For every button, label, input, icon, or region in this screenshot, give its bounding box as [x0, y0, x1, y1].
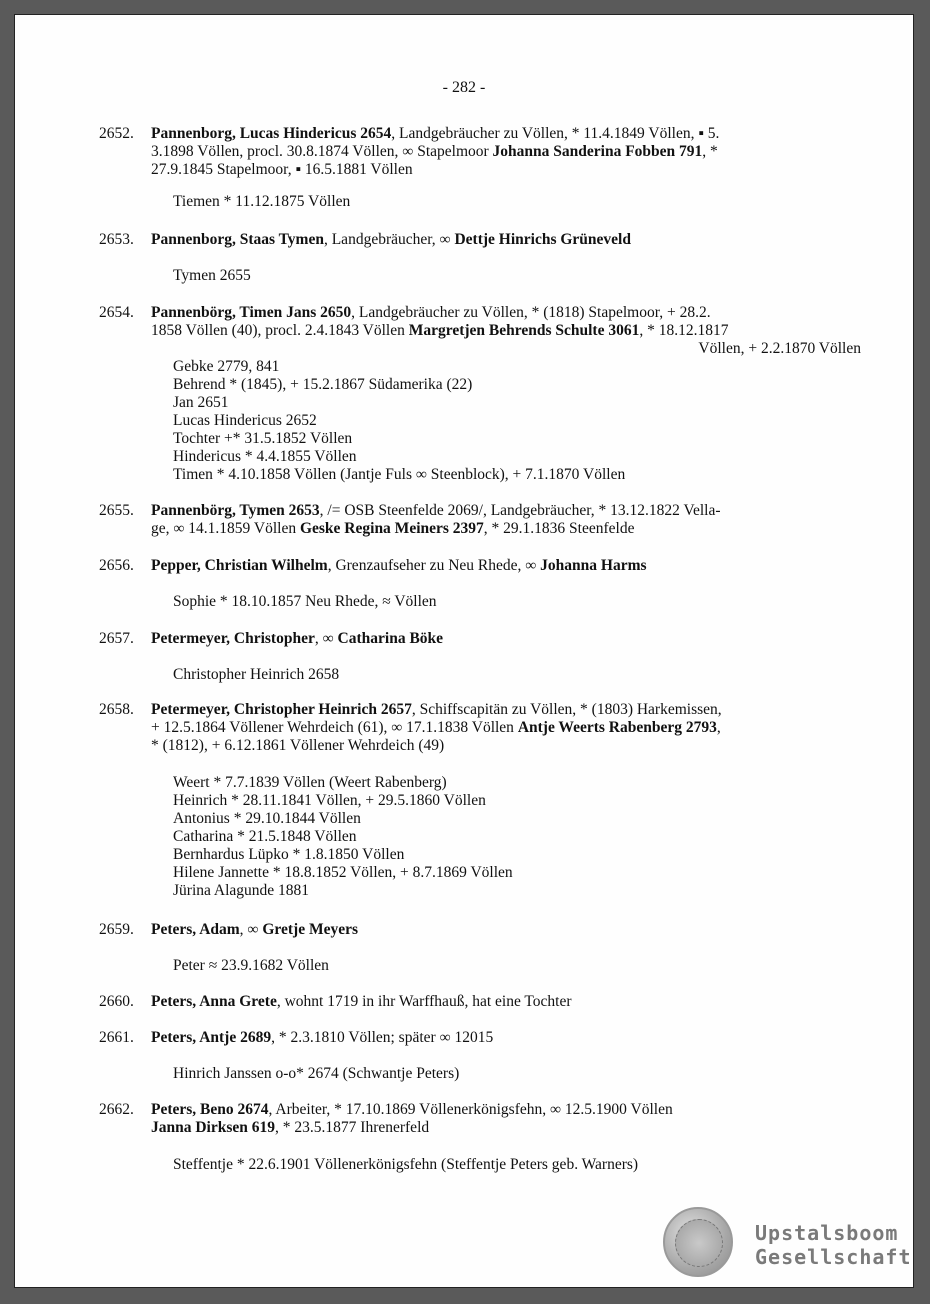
- bold-name: Peters, Antje 2689: [151, 1029, 272, 1046]
- child-item: Weert * 7.7.1839 Völlen (Weert Rabenberg): [173, 774, 447, 791]
- bold-name: Petermeyer, Christopher Heinrich 2657: [151, 701, 412, 718]
- child-item: Sophie * 18.10.1857 Neu Rhede, ≈ Völlen: [173, 593, 437, 610]
- logo-line-1: Upstalsboom: [755, 1221, 899, 1245]
- child-item: Christopher Heinrich 2658: [173, 666, 340, 683]
- entry-line: [151, 143, 861, 161]
- entry-number: 2655.: [99, 502, 134, 519]
- bold-name: Janna Dirksen 619: [151, 1119, 276, 1136]
- text-segment: + 12.5.1864 Völlener Wehrdeich (61), ∞ 17.1.1838 Völlen: [151, 719, 518, 736]
- child-item: Jürina Alagunde 1881: [173, 882, 310, 899]
- child-item: Tiemen * 11.12.1875 Völlen: [173, 193, 351, 210]
- entry-number: 2654.: [99, 304, 134, 321]
- bold-name: Pepper, Christian Wilhelm: [151, 557, 328, 574]
- entry-line: [151, 161, 861, 179]
- entry-number: 2660.: [99, 993, 134, 1010]
- children-list: [173, 593, 437, 611]
- text-segment: , Landgebräucher zu Völlen, * 11.4.1849 Völlen, ▪ 5.: [391, 125, 720, 142]
- children-list: [173, 1065, 459, 1083]
- entry-text: [151, 125, 861, 179]
- child-item: Lucas Hindericus 2652: [173, 412, 317, 429]
- entry-line: [151, 1029, 861, 1047]
- entry-number: 2662.: [99, 1101, 134, 1118]
- entry-line: [151, 304, 861, 322]
- page-number: - 282 -: [442, 79, 486, 96]
- text-segment: , Landgebräucher zu Völlen, * (1818) Stapelmoor, + 28.2.: [351, 304, 711, 321]
- child-item: Tymen 2655: [173, 267, 251, 284]
- child-item: Steffentje * 22.6.1901 Völlenerkönigsfehn (Steffentje Peters geb. Warners): [173, 1156, 639, 1173]
- bold-name: Petermeyer, Christopher: [151, 630, 315, 647]
- text-segment: , *: [702, 143, 718, 160]
- entry-line: [151, 557, 861, 575]
- text-segment: , wohnt 1719 in ihr Warffhauß, hat eine Tochter: [276, 993, 572, 1010]
- children-list: [173, 267, 251, 285]
- child-item: Timen * 4.10.1858 Völlen (Jantje Fuls ∞ Steenblock), + 7.1.1870 Völlen: [173, 466, 626, 483]
- bold-name: Peters, Anna Grete: [151, 993, 277, 1010]
- entry-text: [151, 1029, 861, 1047]
- entry-line: [151, 231, 861, 249]
- entry-number: 2661.: [99, 1029, 134, 1046]
- bold-name: Margretjen Behrends Schulte 3061: [408, 322, 640, 339]
- bold-name: Johanna Sanderina Fobben 791: [492, 143, 703, 160]
- text-segment: , Landgebräucher, ∞: [323, 231, 455, 248]
- child-item: Peter ≈ 23.9.1682 Völlen: [173, 957, 329, 974]
- entry-text: [151, 993, 861, 1011]
- entry-text: [151, 304, 861, 358]
- entry-number: 2652.: [99, 125, 134, 142]
- entry-number: 2658.: [99, 701, 134, 718]
- text-segment: ,: [716, 719, 721, 736]
- bold-name: Pannenbörg, Tymen 2653: [151, 502, 320, 519]
- text-segment: , /= OSB Steenfelde 2069/, Landgebräucher, * 13.12.1822 Vella-: [319, 502, 721, 519]
- children-list: [173, 957, 329, 975]
- text-segment: 1858 Völlen (40), procl. 2.4.1843 Völlen: [151, 322, 409, 339]
- text-segment: , * 29.1.1836 Steenfelde: [483, 520, 635, 537]
- entry-number: 2653.: [99, 231, 134, 248]
- text-segment: , * 23.5.1877 Ihrenerfeld: [275, 1119, 430, 1136]
- bold-name: Johanna Harms: [540, 557, 647, 574]
- logo-text: [755, 1221, 912, 1269]
- bold-name: Peters, Beno 2674: [151, 1101, 269, 1118]
- entry-line: [151, 340, 861, 358]
- entry-line: [151, 719, 861, 737]
- logo-line-2: Gesellschaft: [755, 1245, 912, 1269]
- entry-line: [151, 921, 861, 939]
- bold-name: Peters, Adam: [151, 921, 240, 938]
- entry-text: [151, 701, 861, 755]
- children-list: [173, 193, 350, 211]
- entry-number: 2657.: [99, 630, 134, 647]
- children-list: [173, 1156, 638, 1174]
- entry-line: [151, 1119, 861, 1137]
- bold-name: Antje Weerts Rabenberg 2793: [517, 719, 717, 736]
- entry-text: [151, 557, 861, 575]
- entry-text: [151, 1101, 861, 1137]
- text-segment: , * 18.12.1817: [639, 322, 729, 339]
- text-segment: , Grenzaufseher zu Neu Rhede, ∞: [327, 557, 541, 574]
- text-segment: 3.1898 Völlen, procl. 30.8.1874 Völlen, ∞ Stapelmoor: [151, 143, 493, 160]
- entry-line: [151, 701, 861, 719]
- text-segment: , * 2.3.1810 Völlen; später ∞ 12015: [271, 1029, 494, 1046]
- entry-line: [151, 322, 861, 340]
- entry-line: [151, 993, 861, 1011]
- bold-name: Pannenborg, Lucas Hindericus 2654: [151, 125, 392, 142]
- entry-number: 2656.: [99, 557, 134, 574]
- children-list: [173, 666, 339, 684]
- entry-text: [151, 921, 861, 939]
- bold-name: Pannenbörg, Timen Jans 2650: [151, 304, 352, 321]
- child-item: Hilene Jannette * 18.8.1852 Völlen, + 8.7.1869 Völlen: [173, 864, 513, 881]
- text-segment: 27.9.1845 Stapelmoor, ▪ 16.5.1881 Völlen: [151, 161, 413, 178]
- entry-line: [151, 502, 861, 520]
- child-item: Antonius * 29.10.1844 Völlen: [173, 810, 361, 827]
- bold-name: Dettje Hinrichs Grüneveld: [454, 231, 631, 248]
- bold-name: Catharina Böke: [337, 630, 444, 647]
- child-item: Heinrich * 28.11.1841 Völlen, + 29.5.1860 Völlen: [173, 792, 486, 809]
- child-item: Hindericus * 4.4.1855 Völlen: [173, 448, 357, 465]
- children-list: [173, 774, 513, 900]
- child-item: Jan 2651: [173, 394, 229, 411]
- text-segment: ge, ∞ 14.1.1859 Völlen: [151, 520, 300, 537]
- bold-name: Gretje Meyers: [262, 921, 359, 938]
- bold-name: Geske Regina Meiners 2397: [299, 520, 484, 537]
- text-segment: , Schiffscapitän zu Völlen, * (1803) Harkemissen,: [411, 701, 722, 718]
- text-segment: , ∞: [239, 921, 263, 938]
- entry-text: [151, 630, 861, 648]
- entry-text: [151, 231, 861, 249]
- child-item: Tochter +* 31.5.1852 Völlen: [173, 430, 353, 447]
- document-page: [14, 14, 914, 1288]
- text-segment: * (1812), + 6.12.1861 Völlener Wehrdeich (49): [151, 737, 445, 754]
- entry-text: [151, 502, 861, 538]
- child-item: Gebke 2779, 841: [173, 358, 280, 375]
- child-item: Catharina * 21.5.1848 Völlen: [173, 828, 357, 845]
- entry-line: [151, 737, 861, 755]
- society-logo: [663, 1205, 913, 1281]
- entry-line: [151, 630, 861, 648]
- child-item: Hinrich Janssen o-o* 2674 (Schwantje Peters): [173, 1065, 460, 1082]
- entry-line: [151, 125, 861, 143]
- entry-line: [151, 520, 861, 538]
- bold-name: Pannenborg, Staas Tymen: [151, 231, 324, 248]
- entry-number: 2659.: [99, 921, 134, 938]
- children-list: [173, 358, 625, 484]
- seal-icon: [663, 1207, 733, 1277]
- child-item: Behrend * (1845), + 15.2.1867 Südamerika (22): [173, 376, 473, 393]
- entry-line: [151, 1101, 861, 1119]
- text-segment: , ∞: [314, 630, 338, 647]
- text-segment: , Arbeiter, * 17.10.1869 Völlenerkönigsfehn, ∞ 12.5.1900 Völlen: [268, 1101, 673, 1118]
- child-item: Bernhardus Lüpko * 1.8.1850 Völlen: [173, 846, 405, 863]
- text-segment: Völlen, + 2.2.1870 Völlen: [698, 340, 861, 357]
